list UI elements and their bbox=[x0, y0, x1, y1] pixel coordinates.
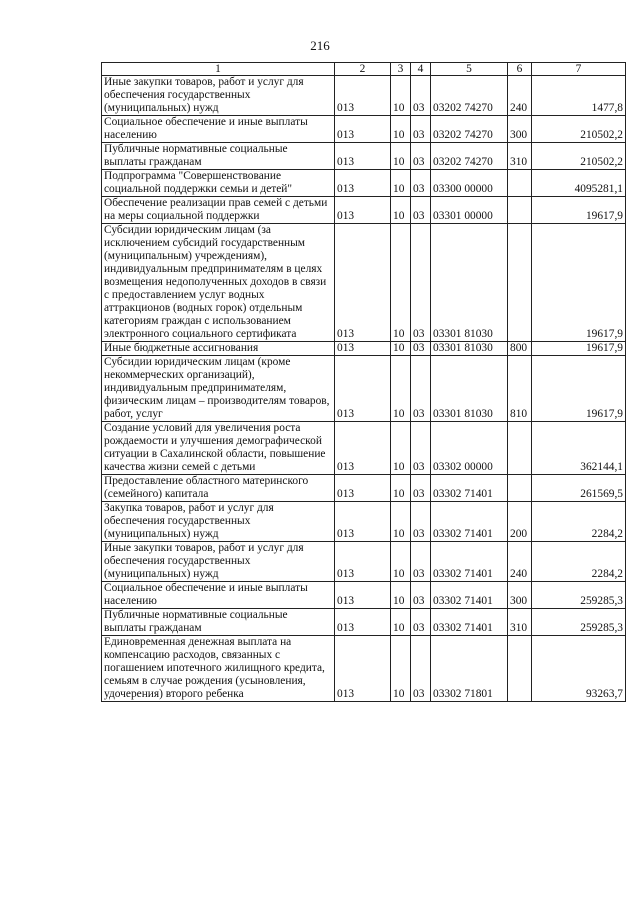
row-target-code: 03202 74270 bbox=[431, 143, 508, 170]
row-subsection-code: 03 bbox=[411, 116, 431, 143]
row-name: Иные закупки товаров, работ и услуг для обеспечения государственных (муниципальных) нужд bbox=[102, 542, 335, 582]
row-section-code: 10 bbox=[391, 224, 411, 342]
row-subsection-code: 03 bbox=[411, 422, 431, 475]
row-expense-type: 310 bbox=[508, 609, 532, 636]
row-amount: 2284,2 bbox=[532, 502, 626, 542]
row-section-code: 10 bbox=[391, 582, 411, 609]
row-expense-type: 200 bbox=[508, 502, 532, 542]
row-name: Создание условий для увеличения роста рождаемости и улучшения демографической ситуации в Сахалинской области, повышение качества жизни семей с детьми bbox=[102, 422, 335, 475]
row-expense-type: 240 bbox=[508, 76, 532, 116]
row-ministry-code: 013 bbox=[335, 170, 391, 197]
row-subsection-code: 03 bbox=[411, 342, 431, 356]
row-section-code: 10 bbox=[391, 636, 411, 702]
row-ministry-code: 013 bbox=[335, 542, 391, 582]
row-name: Закупка товаров, работ и услуг для обеспечения государственных (муниципальных) нужд bbox=[102, 502, 335, 542]
table-row bbox=[102, 356, 626, 422]
row-expense-type bbox=[508, 170, 532, 197]
row-section-code: 10 bbox=[391, 170, 411, 197]
row-target-code: 03301 00000 bbox=[431, 197, 508, 224]
table-row bbox=[102, 116, 626, 143]
row-amount: 210502,2 bbox=[532, 116, 626, 143]
page-number: 216 bbox=[310, 38, 330, 53]
table-header-row bbox=[102, 63, 626, 76]
row-amount: 2284,2 bbox=[532, 542, 626, 582]
table-row bbox=[102, 170, 626, 197]
row-expense-type bbox=[508, 636, 532, 702]
row-section-code: 10 bbox=[391, 197, 411, 224]
table-row bbox=[102, 582, 626, 609]
row-ministry-code: 013 bbox=[335, 636, 391, 702]
row-section-code: 10 bbox=[391, 502, 411, 542]
row-ministry-code: 013 bbox=[335, 342, 391, 356]
row-target-code: 03302 00000 bbox=[431, 422, 508, 475]
column-header: 7 bbox=[532, 63, 626, 76]
row-subsection-code: 03 bbox=[411, 582, 431, 609]
row-subsection-code: 03 bbox=[411, 542, 431, 582]
row-ministry-code: 013 bbox=[335, 356, 391, 422]
row-subsection-code: 03 bbox=[411, 609, 431, 636]
row-name: Обеспечение реализации прав семей с детьми на меры социальной поддержки bbox=[102, 197, 335, 224]
row-expense-type bbox=[508, 224, 532, 342]
row-name: Публичные нормативные социальные выплаты гражданам bbox=[102, 609, 335, 636]
row-name: Иные закупки товаров, работ и услуг для обеспечения государственных (муниципальных) нужд bbox=[102, 76, 335, 116]
row-amount: 19617,9 bbox=[532, 342, 626, 356]
row-section-code: 10 bbox=[391, 475, 411, 502]
table-row bbox=[102, 76, 626, 116]
row-subsection-code: 03 bbox=[411, 143, 431, 170]
row-target-code: 03302 71401 bbox=[431, 542, 508, 582]
row-subsection-code: 03 bbox=[411, 356, 431, 422]
row-subsection-code: 03 bbox=[411, 197, 431, 224]
column-header: 6 bbox=[508, 63, 532, 76]
row-amount: 259285,3 bbox=[532, 609, 626, 636]
row-ministry-code: 013 bbox=[335, 502, 391, 542]
row-expense-type: 240 bbox=[508, 542, 532, 582]
row-amount: 210502,2 bbox=[532, 143, 626, 170]
row-target-code: 03301 81030 bbox=[431, 342, 508, 356]
row-subsection-code: 03 bbox=[411, 636, 431, 702]
row-expense-type bbox=[508, 422, 532, 475]
row-section-code: 10 bbox=[391, 76, 411, 116]
table-row bbox=[102, 609, 626, 636]
row-section-code: 10 bbox=[391, 609, 411, 636]
row-amount: 19617,9 bbox=[532, 356, 626, 422]
table-row bbox=[102, 475, 626, 502]
row-subsection-code: 03 bbox=[411, 475, 431, 502]
row-ministry-code: 013 bbox=[335, 582, 391, 609]
row-expense-type bbox=[508, 475, 532, 502]
row-target-code: 03301 81030 bbox=[431, 224, 508, 342]
table-row bbox=[102, 143, 626, 170]
row-expense-type bbox=[508, 197, 532, 224]
table-row bbox=[102, 502, 626, 542]
row-name: Публичные нормативные социальные выплаты гражданам bbox=[102, 143, 335, 170]
row-ministry-code: 013 bbox=[335, 422, 391, 475]
row-ministry-code: 013 bbox=[335, 143, 391, 170]
row-amount: 362144,1 bbox=[532, 422, 626, 475]
table-row bbox=[102, 342, 626, 356]
row-section-code: 10 bbox=[391, 116, 411, 143]
column-header: 2 bbox=[335, 63, 391, 76]
row-amount: 259285,3 bbox=[532, 582, 626, 609]
row-amount: 1477,8 bbox=[532, 76, 626, 116]
table-row bbox=[102, 197, 626, 224]
row-section-code: 10 bbox=[391, 143, 411, 170]
row-expense-type: 300 bbox=[508, 116, 532, 143]
column-header: 5 bbox=[431, 63, 508, 76]
row-section-code: 10 bbox=[391, 342, 411, 356]
row-ministry-code: 013 bbox=[335, 197, 391, 224]
row-target-code: 03302 71401 bbox=[431, 502, 508, 542]
row-name: Социальное обеспечение и иные выплаты населению bbox=[102, 116, 335, 143]
table-row bbox=[102, 422, 626, 475]
row-name: Подпрограмма "Совершенствование социальной поддержки семьи и детей" bbox=[102, 170, 335, 197]
row-section-code: 10 bbox=[391, 356, 411, 422]
row-ministry-code: 013 bbox=[335, 76, 391, 116]
row-target-code: 03301 81030 bbox=[431, 356, 508, 422]
row-expense-type: 800 bbox=[508, 342, 532, 356]
row-ministry-code: 013 bbox=[335, 116, 391, 143]
row-expense-type: 300 bbox=[508, 582, 532, 609]
row-expense-type: 310 bbox=[508, 143, 532, 170]
row-expense-type: 810 bbox=[508, 356, 532, 422]
row-subsection-code: 03 bbox=[411, 170, 431, 197]
row-amount: 19617,9 bbox=[532, 197, 626, 224]
row-target-code: 03302 71401 bbox=[431, 582, 508, 609]
row-name: Субсидии юридическим лицам (за исключением субсидий государственным (муниципальным) учреждениям), индивидуальным предпринимателям в целях возмещения недополученных доходов в связи с предоставлением услуг водных аттракционов (водных горок) отдельным категориям граждан с использованием электронного социального сертификата bbox=[102, 224, 335, 342]
row-name: Социальное обеспечение и иные выплаты населению bbox=[102, 582, 335, 609]
table-row bbox=[102, 542, 626, 582]
row-subsection-code: 03 bbox=[411, 502, 431, 542]
column-header: 4 bbox=[411, 63, 431, 76]
row-amount: 93263,7 bbox=[532, 636, 626, 702]
table-row bbox=[102, 636, 626, 702]
row-target-code: 03300 00000 bbox=[431, 170, 508, 197]
row-name: Субсидии юридическим лицам (кроме некоммерческих организаций), индивидуальным предпринимателям, физическим лицам – производителям товаров, работ, услуг bbox=[102, 356, 335, 422]
row-ministry-code: 013 bbox=[335, 609, 391, 636]
row-amount: 4095281,1 bbox=[532, 170, 626, 197]
row-name: Единовременная денежная выплата на компенсацию расходов, связанных с погашением ипотечного жилищного кредита, семьям в случае рождения (усыновления, удочерения) второго ребенка bbox=[102, 636, 335, 702]
row-target-code: 03302 71401 bbox=[431, 609, 508, 636]
row-name: Иные бюджетные ассигнования bbox=[102, 342, 335, 356]
row-section-code: 10 bbox=[391, 542, 411, 582]
row-target-code: 03202 74270 bbox=[431, 116, 508, 143]
row-name: Предоставление областного материнского (семейного) капитала bbox=[102, 475, 335, 502]
table-row bbox=[102, 224, 626, 342]
row-subsection-code: 03 bbox=[411, 76, 431, 116]
row-section-code: 10 bbox=[391, 422, 411, 475]
column-header: 1 bbox=[102, 63, 335, 76]
row-target-code: 03202 74270 bbox=[431, 76, 508, 116]
column-header: 3 bbox=[391, 63, 411, 76]
row-ministry-code: 013 bbox=[335, 475, 391, 502]
row-amount: 261569,5 bbox=[532, 475, 626, 502]
row-amount: 19617,9 bbox=[532, 224, 626, 342]
row-subsection-code: 03 bbox=[411, 224, 431, 342]
row-ministry-code: 013 bbox=[335, 224, 391, 342]
row-target-code: 03302 71401 bbox=[431, 475, 508, 502]
row-target-code: 03302 71801 bbox=[431, 636, 508, 702]
budget-table bbox=[101, 62, 626, 702]
